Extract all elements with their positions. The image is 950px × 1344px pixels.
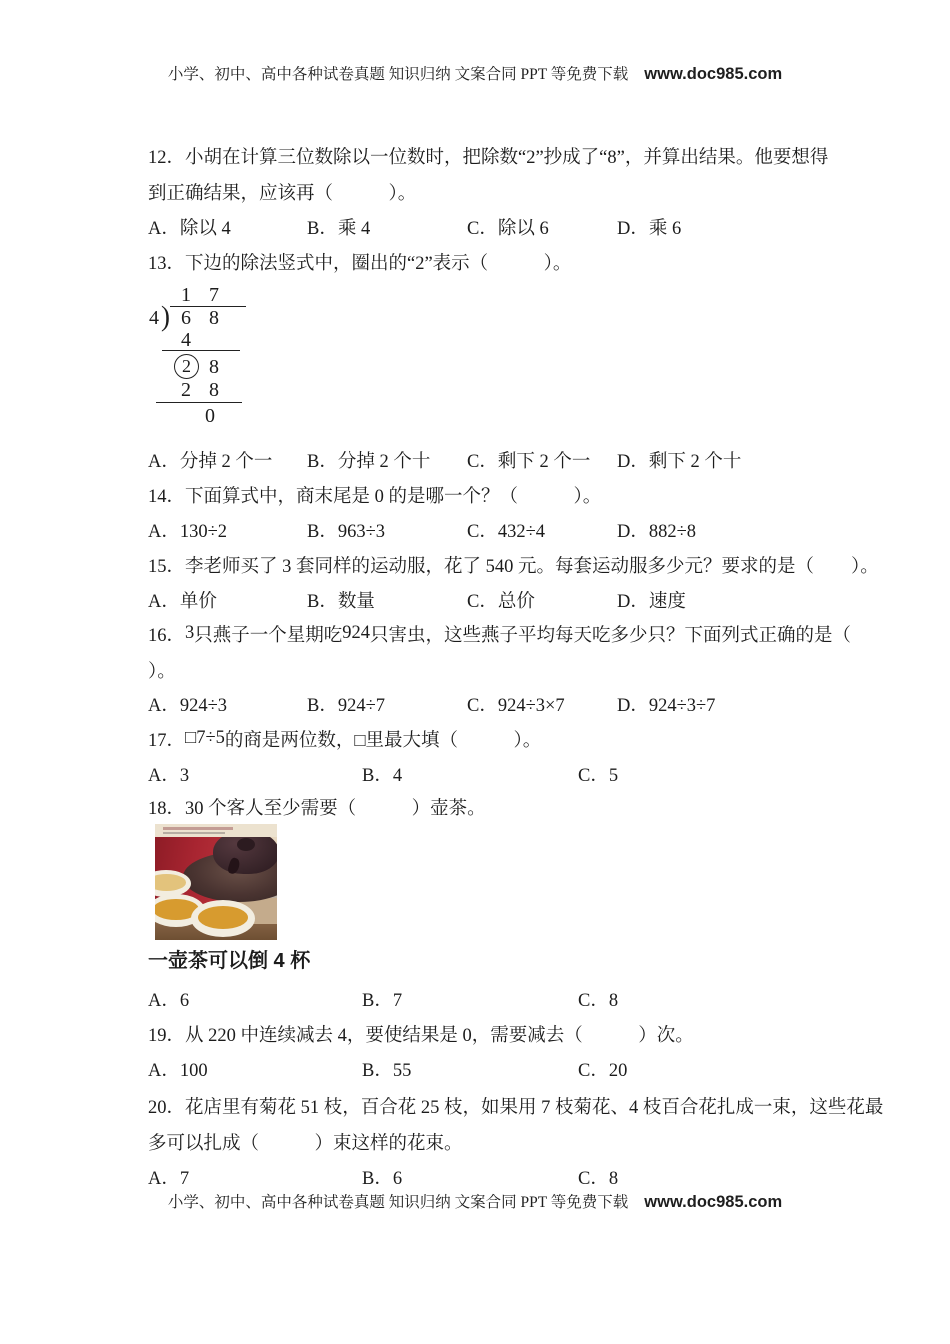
- option-d: D．乘 6: [617, 219, 682, 239]
- question-16-number-2: 924: [342, 623, 371, 643]
- question-16-mid: 只燕子一个星期吃: [194, 626, 343, 646]
- footer-text: 小学、初中、高中各种试卷真题 知识归纳 文案合同 PPT 等免费下载: [167, 1194, 629, 1211]
- option-c: C．432÷4: [467, 522, 545, 542]
- option-c: C．5: [578, 766, 619, 786]
- question-16-rest: 只害虫，这些燕子平均每天吃多少只？下面列式正确的是（: [370, 626, 852, 646]
- question-17-line-1: [148, 729, 541, 755]
- option-b: B．6: [362, 1169, 403, 1189]
- option-a: A．924÷3: [148, 696, 228, 716]
- question-16-prefix: 16．: [148, 626, 186, 646]
- option-a: A．分掉 2 个一: [148, 452, 273, 472]
- division-subtract2-ones: 8: [209, 379, 219, 401]
- division-remainder: 0: [205, 405, 215, 427]
- option-d: D．924÷3÷7: [617, 696, 716, 716]
- division-dividend-ones: 8: [209, 307, 219, 329]
- option-b: B．924÷7: [307, 696, 385, 716]
- option-a: A．3: [148, 766, 190, 786]
- option-c: C．总价: [467, 592, 535, 612]
- question-19-line-1: 19．从 220 中连续减去 4，要使结果是 0，需要减去（ ）次。: [148, 1026, 694, 1046]
- watermark-line: [163, 832, 225, 834]
- option-d: D．剩下 2 个十: [617, 452, 742, 472]
- option-c: C．除以 6: [467, 219, 549, 239]
- footer-site-url: www.doc985.com: [644, 1193, 783, 1211]
- option-d: D．速度: [617, 592, 686, 612]
- division-quotient-tens: 1: [181, 284, 191, 306]
- question-13-line-1: 13．下边的除法竖式中，圈出的“2”表示（ ）。: [148, 254, 572, 274]
- option-a: A．除以 4: [148, 219, 231, 239]
- tea-cup: [191, 900, 255, 937]
- question-16-number-1: 3: [185, 623, 195, 643]
- header-text: 小学、初中、高中各种试卷真题 知识归纳 文案合同 PPT 等免费下载: [167, 66, 629, 83]
- photo-caption: 一壶茶可以倒 4 杯: [148, 950, 311, 972]
- question-14-line-1: 14．下面算式中，商末尾是 0 的是哪一个？（ ）。: [148, 487, 602, 507]
- question-15-line-1: 15．李老师买了 3 套同样的运动服，花了 540 元。每套运动服多少元？要求的是（ ）。: [148, 557, 879, 577]
- division-bracket: ): [161, 300, 170, 332]
- option-c: C．924÷3×7: [467, 696, 565, 716]
- page-header: [0, 62, 950, 84]
- option-c: C．8: [578, 991, 619, 1011]
- question-12-line-2: 到正确结果，应该再（ ）。: [148, 184, 417, 204]
- page-footer: [0, 1190, 950, 1212]
- division-beside-circled: 8: [209, 356, 219, 378]
- option-b: B．4: [362, 766, 403, 786]
- option-a: A．6: [148, 991, 190, 1011]
- division-subtract2-tens: 2: [181, 379, 191, 401]
- teapot-lid-knob: [237, 838, 255, 851]
- option-a: A．130÷2: [148, 522, 228, 542]
- option-a: A．单价: [148, 592, 217, 612]
- option-d: D．882÷8: [617, 522, 697, 542]
- question-17-rest: 的商是两位数，□里最大填（ ）。: [224, 731, 542, 751]
- question-20-line-2: 多可以扎成（ ）束这样的花束。: [148, 1134, 463, 1154]
- question-20-line-1: 20．花店里有菊花 51 枝，百合花 25 枝，如果用 7 枝菊花、4 枝百合花扎成一束，这些花最: [148, 1098, 884, 1118]
- division-dividend-tens: 6: [181, 307, 191, 329]
- division-line-2: [156, 402, 242, 403]
- question-17-expression: □7÷5: [185, 728, 225, 748]
- option-c: C．20: [578, 1061, 628, 1081]
- long-division-diagram: [148, 286, 278, 436]
- division-subtract1: 4: [181, 329, 191, 351]
- question-16-line-2: ）。: [148, 662, 176, 682]
- header-site-url: www.doc985.com: [644, 65, 783, 83]
- division-divisor: 4: [149, 307, 159, 329]
- option-a: A．100: [148, 1061, 208, 1081]
- photo-watermark-band: [155, 824, 277, 837]
- tea-surface: [155, 874, 186, 891]
- option-b: B．乘 4: [307, 219, 371, 239]
- question-17-prefix: 17．: [148, 731, 186, 751]
- option-b: B．55: [362, 1061, 412, 1081]
- teapot-photo: [155, 824, 277, 940]
- option-b: B．数量: [307, 592, 375, 612]
- option-c: C．剩下 2 个一: [467, 452, 591, 472]
- question-16-line-1: [148, 624, 851, 650]
- option-c: C．8: [578, 1169, 619, 1189]
- option-b: B．分掉 2 个十: [307, 452, 431, 472]
- option-a: A．7: [148, 1169, 190, 1189]
- division-circled-digit: 2: [174, 354, 199, 379]
- option-b: B．963÷3: [307, 522, 385, 542]
- division-line-1: [162, 350, 240, 351]
- division-quotient-ones: 7: [209, 284, 219, 306]
- watermark-line: [163, 827, 233, 830]
- question-18-line-1: 18．30 个客人至少需要（ ）壶茶。: [148, 799, 486, 819]
- option-b: B．7: [362, 991, 403, 1011]
- tea-surface: [198, 906, 248, 929]
- question-12-line-1: 12．小胡在计算三位数除以一位数时，把除数“2”抄成了“8”，并算出结果。他要想得: [148, 148, 829, 168]
